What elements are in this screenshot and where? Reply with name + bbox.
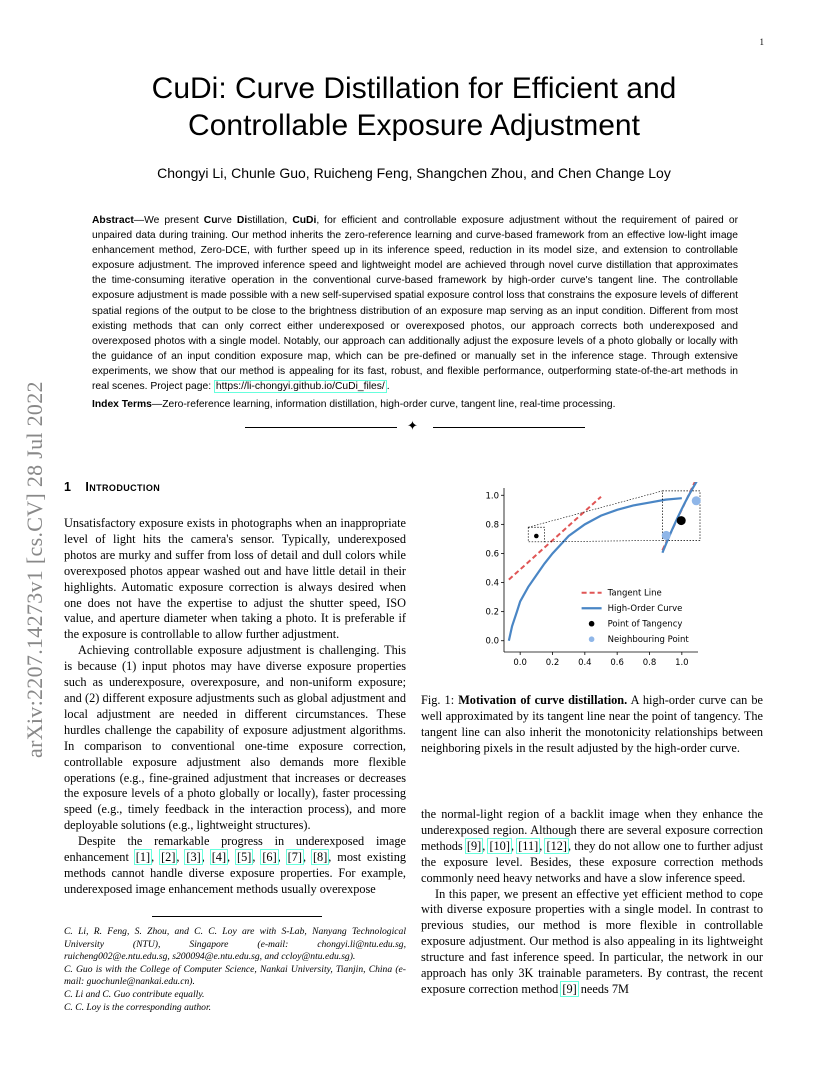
left-column bbox=[64, 516, 406, 898]
paragraph-text: the normal-light region of a backlit image when they enhance the underexposed region. Although there are several exposure correction methods bbox=[421, 807, 763, 853]
citation-link[interactable]: [12] bbox=[546, 838, 567, 853]
separator: , bbox=[302, 850, 312, 865]
paragraph-text: Despite the remarkable progress in underexposed image enhancement bbox=[64, 834, 406, 865]
x-tick-label: 1.0 bbox=[675, 658, 689, 668]
index-terms-label: Index Terms bbox=[92, 399, 152, 410]
inset-point-of-tangency-marker bbox=[677, 516, 686, 525]
divider-line bbox=[245, 427, 397, 428]
x-tick-label: 0.4 bbox=[578, 658, 592, 668]
paragraph-text: , most existing methods cannot handle diverse exposure properties. For example, underexposed image enhancement methods usually overexpose bbox=[64, 850, 406, 896]
citation-link[interactable]: [9] bbox=[466, 838, 482, 853]
separator: , bbox=[277, 850, 287, 865]
caption-text: A high-order curve can be well approximated by its tangent line near the point of tangency. The tangent line can also inherit the monotonicity relationships between neighboring pixels in the result adjusted by the high-order curve. bbox=[421, 693, 764, 755]
paragraph-text: , they do not allow one to further adjust the exposure level. Besides, these exposure correction methods commonly need heavy networks and have a slow inference speed. bbox=[421, 838, 764, 885]
y-tick-label: 0.6 bbox=[485, 549, 499, 560]
page-number: 1 bbox=[759, 37, 764, 47]
footnote: C. Li, R. Feng, S. Zhou, and C. C. Loy are with S-Lab, Nanyang Technological University (NTU), Singapore (e-mail: chongyi.li@ntu.edu.sg, ruicheng002@e.ntu.edu.sg, s200094@e.ntu.edu.sg, and ccloy@ntu.edu.sg). bbox=[64, 926, 406, 963]
x-tick-label: 0.8 bbox=[642, 658, 657, 668]
legend-swatch-point bbox=[589, 621, 595, 627]
point-of-tangency-marker bbox=[534, 534, 539, 539]
figure-1-chart bbox=[470, 482, 710, 672]
y-tick-label: 0.0 bbox=[485, 636, 499, 647]
zoom-connector bbox=[528, 491, 662, 527]
index-terms bbox=[92, 399, 738, 410]
citation-link[interactable]: [1] bbox=[135, 850, 151, 865]
abstract-bold-cudi: CuDi bbox=[292, 215, 317, 226]
footnote: C. C. Loy is the corresponding author. bbox=[64, 1001, 212, 1013]
x-tick-label: 0.2 bbox=[545, 658, 560, 668]
intro-paragraph-1: Unsatisfactory exposure exists in photographs when an inappropriate level of light hits the camera's sensor. Typically, underexposed photos are murky and suffer from loss of detail and dull colors while overexposed photos appear washed out and have little detail in their highlights. Automatic exposure correction is always desired when one does not have the expertise to adjust the shutter speed, ISO value, and aperture diameter when taking a photo. It is preferable if the exposure is controllable to allow further adjustment. bbox=[64, 516, 406, 642]
legend-label: High-Order Curve bbox=[607, 604, 683, 615]
divider-star-icon: ✦ bbox=[407, 418, 418, 433]
paragraph-text: In this paper, we present an effective yet efficient method to cope with diverse exposure properties with a single model. In contrast to previous studies, our method is more flexible in controllable exposure adjustment. Our method is also appealing in its lightweight structure and fast inference speed. In particular, the network in our approach has only 3K trainable parameters. By contrast, the recent exposure correction method bbox=[421, 886, 763, 996]
citation-link[interactable]: [2] bbox=[161, 850, 176, 865]
right-paragraph-1 bbox=[421, 807, 763, 887]
title-line-1: CuDi: Curve Distillation for Efficient and bbox=[151, 72, 677, 105]
separator: , bbox=[201, 850, 211, 865]
intro-paragraph-3 bbox=[64, 834, 406, 898]
title-line-2: Controllable Exposure Adjustment bbox=[188, 109, 640, 142]
legend-label: Neighbouring Point bbox=[607, 635, 689, 646]
legend-label: Tangent Line bbox=[607, 588, 662, 599]
right-paragraph-2 bbox=[421, 887, 763, 998]
index-terms-body: —Zero-reference learning, information distillation, high-order curve, tangent line, real-time processing. bbox=[151, 399, 616, 410]
inset-neighbouring-point-marker bbox=[662, 531, 671, 540]
legend-label: Point of Tangency bbox=[607, 619, 683, 630]
section-heading bbox=[64, 480, 160, 494]
separator: , bbox=[227, 850, 237, 865]
footnote: C. Guo is with the College of Computer Science, Nankai University, Tianjin, China (e-mail: guochunle@nankai.edu.cn). bbox=[64, 963, 406, 988]
citation-link[interactable]: [3] bbox=[186, 850, 201, 865]
inset-neighbouring-point-marker bbox=[692, 496, 701, 505]
abstract-label: Abstract bbox=[92, 215, 134, 226]
figure-caption bbox=[421, 693, 763, 757]
separator: , bbox=[482, 838, 489, 853]
citation-link[interactable]: [9] bbox=[562, 981, 577, 996]
section-title: Introduction bbox=[85, 480, 161, 494]
citation-link[interactable]: [7] bbox=[287, 850, 302, 865]
citation-link[interactable]: [8] bbox=[312, 850, 328, 865]
y-tick-label: 0.8 bbox=[485, 520, 499, 531]
section-divider bbox=[245, 420, 585, 434]
abstract-text: . bbox=[386, 381, 390, 393]
paragraph-text: needs 7M bbox=[577, 981, 629, 996]
legend-swatch-point bbox=[589, 636, 595, 642]
footnote-rule bbox=[152, 916, 322, 917]
separator: , bbox=[252, 850, 262, 865]
separator: , bbox=[539, 838, 546, 853]
y-tick-label: 0.4 bbox=[485, 578, 499, 589]
separator: , bbox=[176, 850, 186, 865]
x-tick-label: 0.0 bbox=[513, 658, 527, 668]
divider-line bbox=[433, 427, 585, 428]
intro-paragraph-2: Achieving controllable exposure adjustment is challenging. This is because (1) input photos may have diverse exposure properties such as underexposure, overexposure, and non-uniform exposure; and (2) different exposure adjustments such as global adjustment and local adjustment are needed in different circumstances. These hurdles challenge the capability of exposure adjustment algorithms. In comparison to conventional one-time exposure correction, controllable exposure adjustment also demands more flexible operations (e.g., fine-grained adjustment that increases or decreases the exposure levels of a photo globally or locally), faster processing speed (e.g., timely feedback in the interaction process), and more deployable solutions (e.g., lightweight structures). bbox=[64, 643, 406, 833]
y-tick-label: 1.0 bbox=[485, 491, 499, 502]
right-column bbox=[421, 807, 763, 998]
citation-link[interactable]: [11] bbox=[518, 838, 539, 853]
citation-link[interactable]: [10] bbox=[489, 838, 510, 853]
section-number: 1 bbox=[64, 480, 72, 494]
caption-label: Fig. 1: bbox=[421, 693, 459, 707]
abstract-bold-di: Di bbox=[236, 215, 248, 226]
x-tick-label: 0.6 bbox=[610, 658, 624, 668]
abstract-bold-cu: Cu bbox=[203, 215, 218, 226]
tangent-line bbox=[509, 497, 601, 580]
abstract-body: , for efficient and controllable exposure adjustment without the requirement of paired or unpaired data during training. Our method inherits the zero-reference learning and curve-based framework from an effective low-light image enhancement method, Zero-DCE, with further speed up in its inference speed, reduction in its model size, and extension to controllable exposure adjustment. The improved inference speed and lightweight model are achieved through novel curve distillation that approximates the time-consuming iterative operation in the conventional curve-based framework by high-order curve's tangent line. The controllable exposure adjustment is made possible with a new self-supervised spatial exposure control loss that constrains the exposure levels of different spatial regions of the output to be close to the brightness distribution of an exposure map serving as an input condition. Different from most existing methods that can only correct either underexposed or overexposed photos, our approach corrects both underexposed and overexposed photos with a single model. Notably, our approach can additionally adjust the exposure levels of a photo globally or locally with the guidance of an input condition exposure map, which can be pre-defined or manually set in the inference stage. Through extensive experiments, we show that our method is appealing for its fast, robust, and flexible performance, outperforming state-of-the-art methods in real scenes. Project page: bbox=[92, 215, 738, 393]
paper-title bbox=[0, 70, 828, 144]
project-page-link[interactable]: https://li-chongyi.github.io/CuDi_files/ bbox=[215, 381, 385, 393]
separator: , bbox=[510, 838, 518, 853]
author-list: Chongyi Li, Chunle Guo, Ruicheng Feng, Shangchen Zhou, and Chen Change Loy bbox=[157, 165, 671, 181]
citation-link[interactable]: [5] bbox=[237, 850, 252, 865]
separator: , bbox=[151, 850, 161, 865]
citation-link[interactable]: [4] bbox=[211, 850, 227, 865]
abstract-text: —We present bbox=[133, 215, 204, 226]
citation-link[interactable]: [6] bbox=[262, 850, 277, 865]
footnote: C. Li and C. Guo contribute equally. bbox=[64, 988, 205, 1000]
y-tick-label: 0.2 bbox=[485, 607, 499, 618]
arxiv-identifier[interactable]: arXiv:2207.14273v1 [cs.CV] 28 Jul 2022 bbox=[22, 381, 47, 758]
abstract-text: rve bbox=[217, 215, 237, 226]
footnotes bbox=[64, 926, 406, 1014]
abstract bbox=[92, 213, 738, 394]
abstract-text: stillation, bbox=[247, 215, 293, 226]
caption-title: Motivation of curve distillation. bbox=[458, 693, 628, 707]
